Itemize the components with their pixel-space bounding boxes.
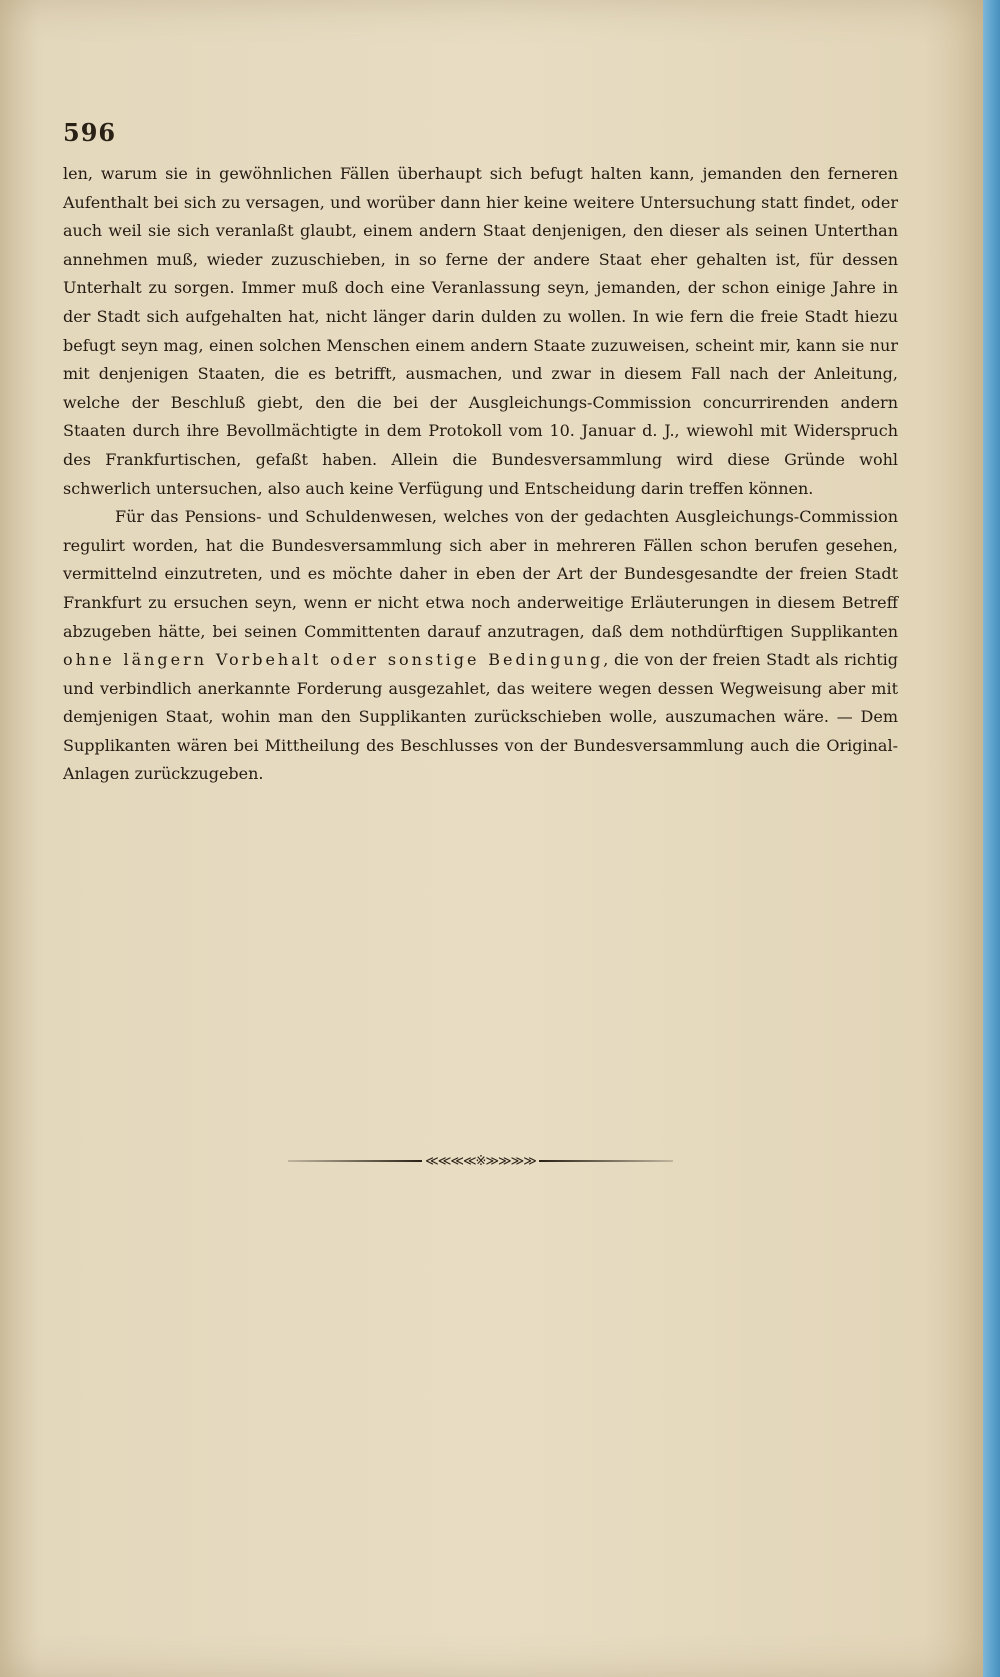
- paragraph-2-spaced-emphasis: ohne längern Vorbehalt oder sonstige Bedingung: [63, 650, 604, 670]
- paragraph-2: [63, 503, 898, 789]
- divider-line-right: [539, 1160, 673, 1162]
- text-block: [63, 160, 898, 789]
- page-number: 596: [63, 118, 117, 147]
- scan-edge-strip: [983, 0, 1000, 1677]
- divider-line-left: [288, 1160, 422, 1162]
- paragraph-1: [63, 160, 898, 503]
- paragraph-2-text-end: , die von der freien Stadt als richtig und verbindlich anerkannte Forderung ausgezahlet, das weitere wegen dessen Wegweisung aber mit demjenigen Staat, wohin man den Supplikanten zurückschieben wolle, auszumachen wäre. — Dem Supplikanten wären bei Mittheilung des Beschlusses von der Bundesversammlung auch die Original-Anlagen zurückzugeben.: [63, 650, 898, 784]
- divider-ornament: ≪≪≪≪※≫≫≫≫: [425, 1153, 536, 1169]
- paragraph-1-text: len, warum sie in gewöhnlichen Fällen überhaupt sich befugt halten kann, jemanden den ferneren Aufenthalt bei sich zu versagen, und worüber dann hier keine weitere Untersuchung statt findet, oder auch weil sie sich veranlaßt glaubt, einem andern Staat denjenigen, den dieser als seinen Unterthan annehmen muß, wieder zuzuschieben, in so ferne der andere Staat eher gehalten ist, für dessen Unterhalt zu sorgen. Immer muß doch eine Veranlassung seyn, jemanden, der schon einige Jahre in der Stadt sich aufgehalten hat, nicht länger darin dulden zu wollen. In wie fern die freie Stadt hiezu befugt seyn mag, einen solchen Menschen einem andern Staate zuzuweisen, scheint mir, kann sie nur mit denjenigen Staaten, die es betrifft, ausmachen, und zwar in diesem Fall nach der Anleitung, welche der Beschluß giebt, den die bei der Ausgleichungs-Commission concurrirenden andern Staaten durch ihre Bevollmächtigte in dem Protokoll vom 10. Januar d. J., wiewohl mit Widerspruch des Frankfurtischen, gefaßt haben. Allein die Bundesversammlung wird diese Gründe wohl schwerlich untersuchen, also auch keine Verfügung und Entscheidung darin treffen können.: [63, 164, 898, 498]
- ornamental-divider: [288, 1154, 673, 1168]
- paragraph-2-text-start: Für das Pensions- und Schuldenwesen, welches von der gedachten Ausgleichungs-Commission regulirt worden, hat die Bundesversammlung sich aber in mehreren Fällen schon berufen gesehen, vermittelnd einzutreten, und es möchte daher in eben der Art der Bundesgesandte der freien Stadt Frankfurt zu ersuchen seyn, wenn er nicht etwa noch anderweitige Erläuterungen in diesem Betreff abzugeben hätte, bei seinen Committenten darauf anzutragen, daß dem nothdürftigen Supplikanten: [63, 507, 898, 641]
